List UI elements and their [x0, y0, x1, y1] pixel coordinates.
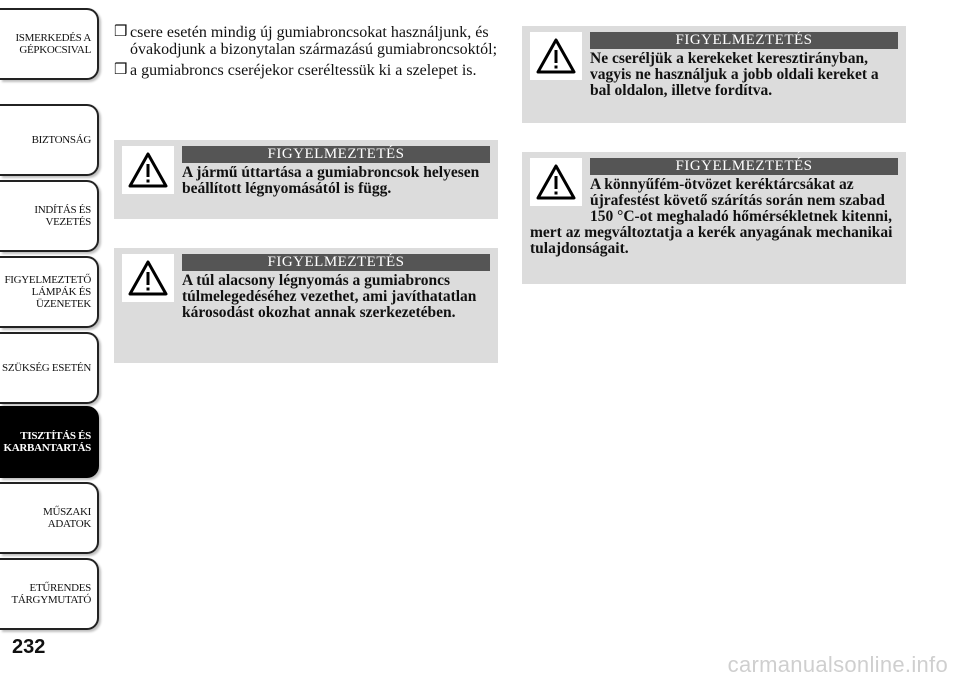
- tab-ismerkedes[interactable]: ISMERKEDÉS A GÉPKOCSIVAL: [0, 8, 99, 80]
- tab-muszaki[interactable]: MŰSZAKI ADATOK: [0, 482, 99, 554]
- warning-box: [114, 140, 498, 219]
- tab-szukseg[interactable]: SZÜKSÉG ESETÉN: [0, 332, 99, 404]
- list-item: [114, 62, 498, 79]
- checkbox-bullet-icon: ❒: [114, 62, 128, 78]
- warning-triangle-icon: [530, 32, 582, 80]
- chapter-tabs: [0, 0, 100, 640]
- warning-triangle-icon: [122, 146, 174, 194]
- warning-box: [114, 248, 498, 363]
- tab-tisztitas[interactable]: TISZTÍTÁS ÉS KARBANTARTÁS: [0, 406, 99, 478]
- warning-header: FIGYELMEZTETÉS: [590, 32, 898, 49]
- warning-text: Ne cseréljük a kerekeket keresztirányban, vagyis ne használjuk a jobb oldali kereket a bal oldalon, illetve fordítva.: [590, 50, 879, 99]
- warning-header: FIGYELMEZTETÉS: [182, 254, 490, 271]
- warning-text: A könnyűfém-ötvözet keréktárcsákat az újrafestést követő szárítás során nem szabad 150 °C-ot meghaladó hőmérsékletnek kitenni, mert az megváltoztatja a kerék anyagának mechanikai tulajdonságait.: [530, 176, 893, 257]
- tab-figyelmezteto[interactable]: FIGYELMEZTETŐ LÁMPÁK ÉS ÜZENETEK: [0, 256, 99, 328]
- warning-box: [522, 152, 906, 284]
- watermark: carmanualsonline.info: [727, 652, 948, 677]
- bullet-text: csere esetén mindig új gumiabroncsokat használjunk, és óvakodjunk a bizonytalan származású gumiabroncsoktól;: [130, 24, 498, 58]
- bullet-list: [114, 24, 498, 83]
- list-item: [114, 24, 498, 58]
- warning-text: A túl alacsony légnyomás a gumiabroncs túlmelegedéséhez vezethet, ami javíthatatlan károsodást okozhat annak szerkezetében.: [182, 272, 477, 321]
- warning-triangle-icon: [530, 158, 582, 206]
- checkbox-bullet-icon: ❒: [114, 24, 128, 40]
- page-number: 232: [12, 636, 46, 658]
- warning-text: A jármű úttartása a gumiabroncsok helyesen beállított légnyomásától is függ.: [182, 164, 480, 197]
- bullet-text: a gumiabroncs cseréjekor cseréltessük ki a szelepet is.: [130, 62, 477, 79]
- warning-header: FIGYELMEZTETÉS: [182, 146, 490, 163]
- warning-box: [522, 26, 906, 123]
- warning-header: FIGYELMEZTETÉS: [590, 158, 898, 175]
- warning-triangle-icon: [122, 254, 174, 302]
- tab-inditas[interactable]: INDÍTÁS ÉS VEZETÉS: [0, 180, 99, 252]
- tab-targymutato[interactable]: ETŰRENDES TÁRGYMUTATÓ: [0, 558, 99, 630]
- tab-biztonsag[interactable]: BIZTONSÁG: [0, 104, 99, 176]
